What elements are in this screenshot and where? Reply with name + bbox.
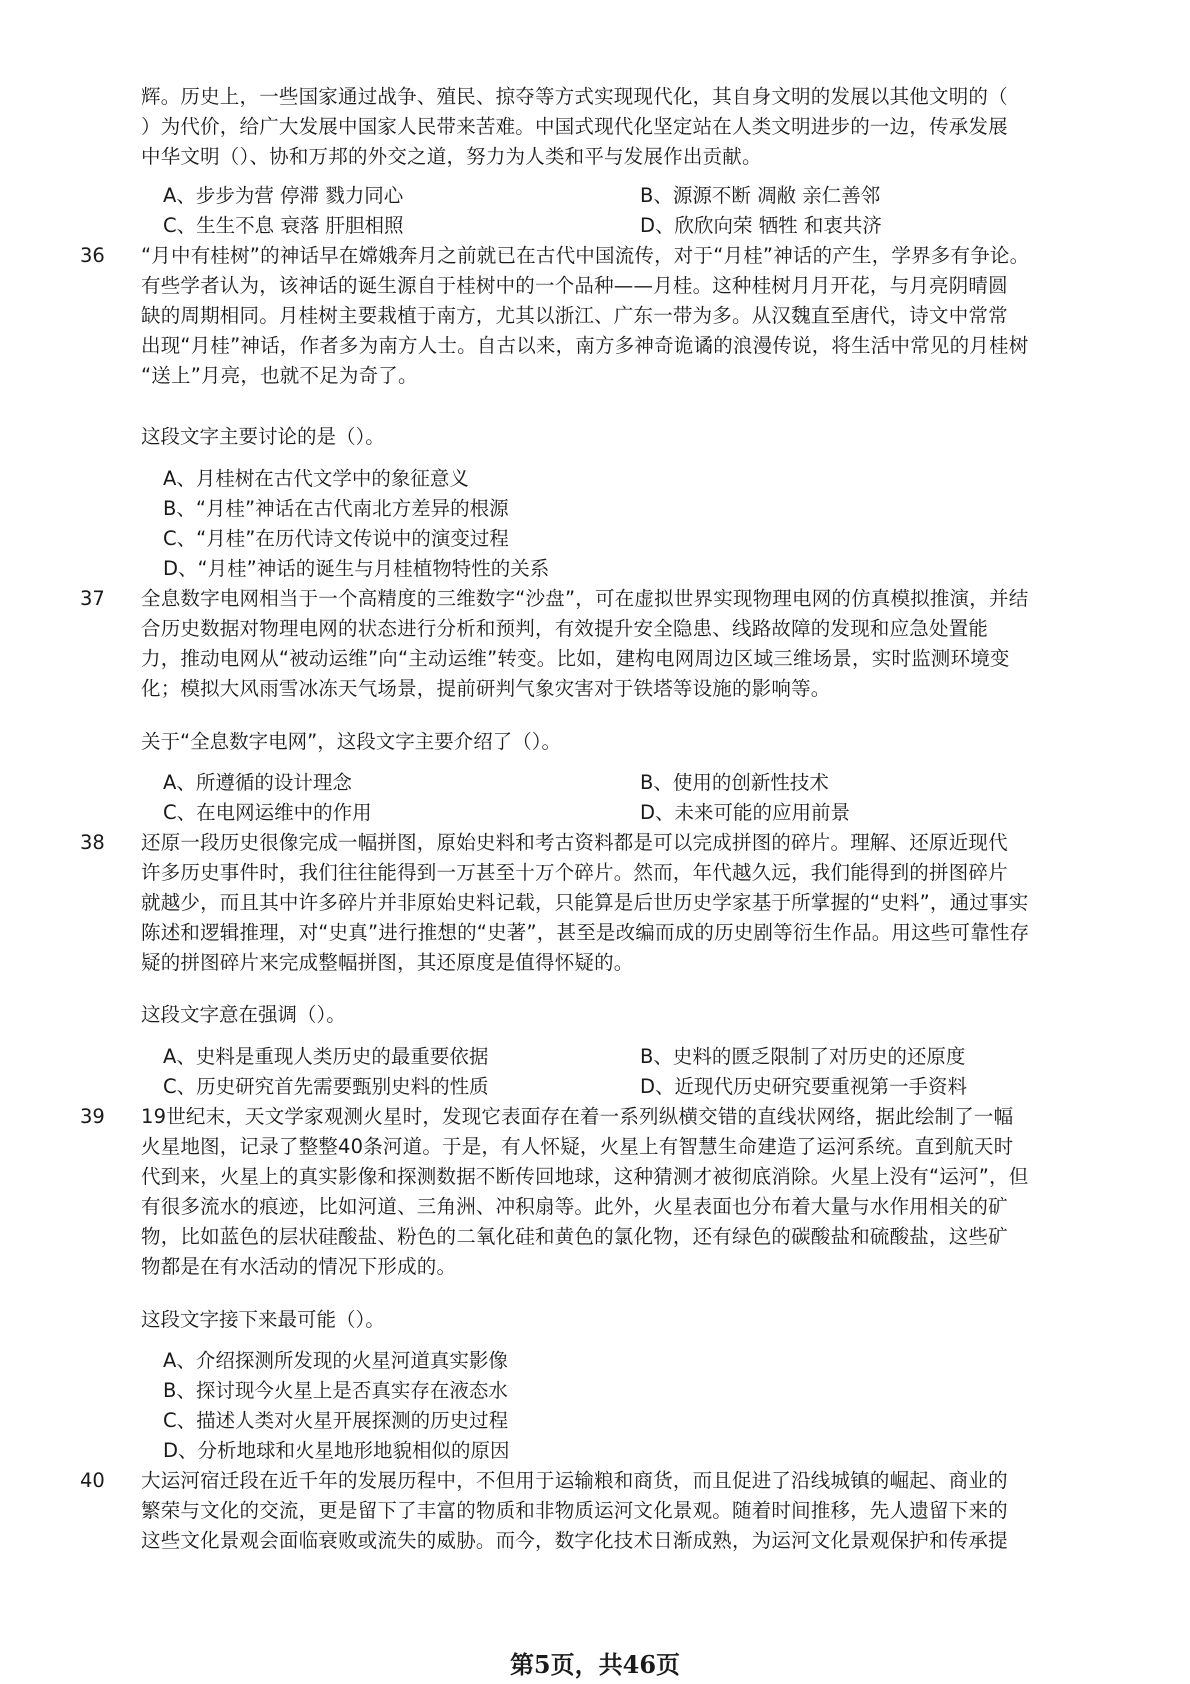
q39-passage xyxy=(141,1102,1091,1282)
q35-option-a[interactable]: A、步步为营 停滞 戮力同心 xyxy=(163,184,404,207)
q39-option-d[interactable]: D、分析地球和火星地形地貌相似的原因 xyxy=(163,1439,510,1462)
passage-line: 代到来，火星上的真实影像和探测数据不断传回地球，这种猜测才被彻底消除。火星上没有“运河”，但 xyxy=(141,1165,1029,1188)
q36-passage xyxy=(141,241,1091,391)
q36-option-b[interactable]: B、“月桂”神话在古代南北方差异的根源 xyxy=(163,497,509,520)
passage-line: 缺的周期相同。月桂树主要栽植于南方，尤其以浙江、广东一带为多。从汉魏直至唐代，诗文中常常 xyxy=(141,304,1008,327)
passage-line: 就越少，而且其中许多碎片并非原始史料记载，只能算是后世历史学家基于所掌握的“史料”，通过事实 xyxy=(141,891,1029,914)
q36-stem: 这段文字主要讨论的是（）。 xyxy=(141,425,385,448)
passage-line: “月中有桂树”的神话早在嫦娥奔月之前就已在古代中国流传，对于“月桂”神话的产生，学界多有争论。 xyxy=(141,244,1030,267)
passage-line: 这些文化景观会面临衰败或流失的威胁。而今，数字化技术日渐成熟，为运河文化景观保护和传承提 xyxy=(141,1529,1008,1552)
passage-line: 物都是在有水活动的情况下形成的。 xyxy=(141,1255,457,1278)
passage-line: “送上”月亮，也就不足为奇了。 xyxy=(141,364,418,387)
q38-stem: 这段文字意在强调（）。 xyxy=(141,1003,346,1026)
q36-option-c[interactable]: C、“月桂”在历代诗文传说中的演变过程 xyxy=(163,527,509,550)
q37-option-c[interactable]: C、在电网运维中的作用 xyxy=(163,801,372,824)
passage-line: 大运河宿迁段在近千年的发展历程中，不但用于运输粮和商货，而且促进了沿线城镇的崛起、商业的 xyxy=(141,1469,1008,1492)
passage-line: 合历史数据对物理电网的状态进行分析和预判，有效提升安全隐患、线路故障的发现和应急处置能 xyxy=(141,617,989,640)
passage-line: 有很多流水的痕迹，比如河道、三角洲、冲积扇等。此外，火星表面也分布着大量与水作用相关的矿 xyxy=(141,1195,1008,1218)
passage-line: 化；模拟大风雨雪冰冻天气场景，提前研判气象灾害对于铁塔等设施的影响等。 xyxy=(141,677,831,700)
passage-line: 繁荣与文化的交流，更是留下了丰富的物质和非物质运河文化景观。随着时间推移，先人遗留下来的 xyxy=(141,1499,1008,1522)
q36-option-a[interactable]: A、月桂树在古代文学中的象征意义 xyxy=(163,467,469,490)
q38-option-a[interactable]: A、史料是重现人类历史的最重要依据 xyxy=(163,1045,489,1068)
q37-stem: 关于“全息数字电网”，这段文字主要介绍了（）。 xyxy=(141,730,561,753)
q38-option-b[interactable]: B、史料的匮乏限制了对历史的还原度 xyxy=(640,1045,966,1068)
q38-option-c[interactable]: C、历史研究首先需要甄别史料的性质 xyxy=(163,1075,489,1098)
passage-line: 有些学者认为，该神话的诞生源自于桂树中的一个品种——月桂。这种桂树月月开花，与月亮阴晴圆 xyxy=(141,274,1008,297)
q35-option-b[interactable]: B、源源不断 凋敝 亲仁善邻 xyxy=(640,184,881,207)
question-number-37: 37 xyxy=(80,587,105,610)
q40-passage xyxy=(141,1466,1091,1556)
passage-line: ）为代价，给广大发展中国家人民带来苦难。中国式现代化坚定站在人类文明进步的一边，传承发展 xyxy=(141,115,1008,138)
q37-option-d[interactable]: D、未来可能的应用前景 xyxy=(640,801,851,824)
q39-option-c[interactable]: C、描述人类对火星开展探测的历史过程 xyxy=(163,1409,509,1432)
q37-option-a[interactable]: A、所遵循的设计理念 xyxy=(163,771,352,794)
q38-passage xyxy=(141,828,1091,978)
question-number-36: 36 xyxy=(80,244,105,267)
passage-line: 陈述和逻辑推理，对“史真”进行推想的“史著”，甚至是改编而成的历史剧等衍生作品。用这些可靠性存 xyxy=(141,921,1030,944)
passage-line: 力，推动电网从“被动运维”向“主动运维”转变。比如，建构电网周边区域三维场景，实时监测环境变 xyxy=(141,647,1010,670)
passage-line: 19世纪末，天文学家观测火星时，发现它表面存在着一系列纵横交错的直线状网络，据此绘制了一幅 xyxy=(141,1105,1014,1128)
page-number-footer: 第5页，共46页 xyxy=(509,1650,681,1679)
passage-line: 物，比如蓝色的层状硅酸盐、粉色的二氧化硅和黄色的氯化物，还有绿色的碳酸盐和硫酸盐，这些矿 xyxy=(141,1225,1008,1248)
q39-option-a[interactable]: A、介绍探测所发现的火星河道真实影像 xyxy=(163,1349,508,1372)
q37-passage xyxy=(141,584,1091,704)
q35-passage xyxy=(141,82,1091,172)
question-number-38: 38 xyxy=(80,831,105,854)
q36-option-d[interactable]: D、“月桂”神话的诞生与月桂植物特性的关系 xyxy=(163,557,550,580)
question-number-40: 40 xyxy=(80,1469,105,1492)
q38-option-d[interactable]: D、近现代历史研究要重视第一手资料 xyxy=(640,1075,968,1098)
passage-line: 火星地图，记录了整整40条河道。于是，有人怀疑，火星上有智慧生命建造了运河系统。直到航天时 xyxy=(141,1135,1014,1158)
q35-option-d[interactable]: D、欣欣向荣 牺牲 和衷共济 xyxy=(640,214,882,237)
passage-line: 疑的拼图碎片来完成整幅拼图，其还原度是值得怀疑的。 xyxy=(141,951,634,974)
passage-line: 辉。历史上，一些国家通过战争、殖民、掠夺等方式实现现代化，其自身文明的发展以其他文明的（ xyxy=(141,85,1008,108)
q35-option-c[interactable]: C、生生不息 衰落 肝胆相照 xyxy=(163,214,404,237)
passage-line: 全息数字电网相当于一个高精度的三维数字“沙盘”，可在虚拟世界实现物理电网的仿真模拟推演，并结 xyxy=(141,587,1029,610)
passage-line: 还原一段历史很像完成一幅拼图，原始史料和考古资料都是可以完成拼图的碎片。理解、还原近现代 xyxy=(141,831,1008,854)
q37-option-b[interactable]: B、使用的创新性技术 xyxy=(640,771,829,794)
question-number-39: 39 xyxy=(80,1105,105,1128)
q39-stem: 这段文字接下来最可能（）。 xyxy=(141,1308,385,1331)
passage-line: 许多历史事件时，我们往往能得到一万甚至十万个碎片。然而，年代越久远，我们能得到的拼图碎片 xyxy=(141,861,1008,884)
q39-option-b[interactable]: B、探讨现今火星上是否真实存在液态水 xyxy=(163,1379,508,1402)
passage-line: 中华文明（）、协和万邦的外交之道，努力为人类和平与发展作出贡献。 xyxy=(141,145,762,168)
passage-line: 出现“月桂”神话，作者多为南方人士。自古以来，南方多神奇诡谲的浪漫传说，将生活中常见的月桂树 xyxy=(141,334,1029,357)
